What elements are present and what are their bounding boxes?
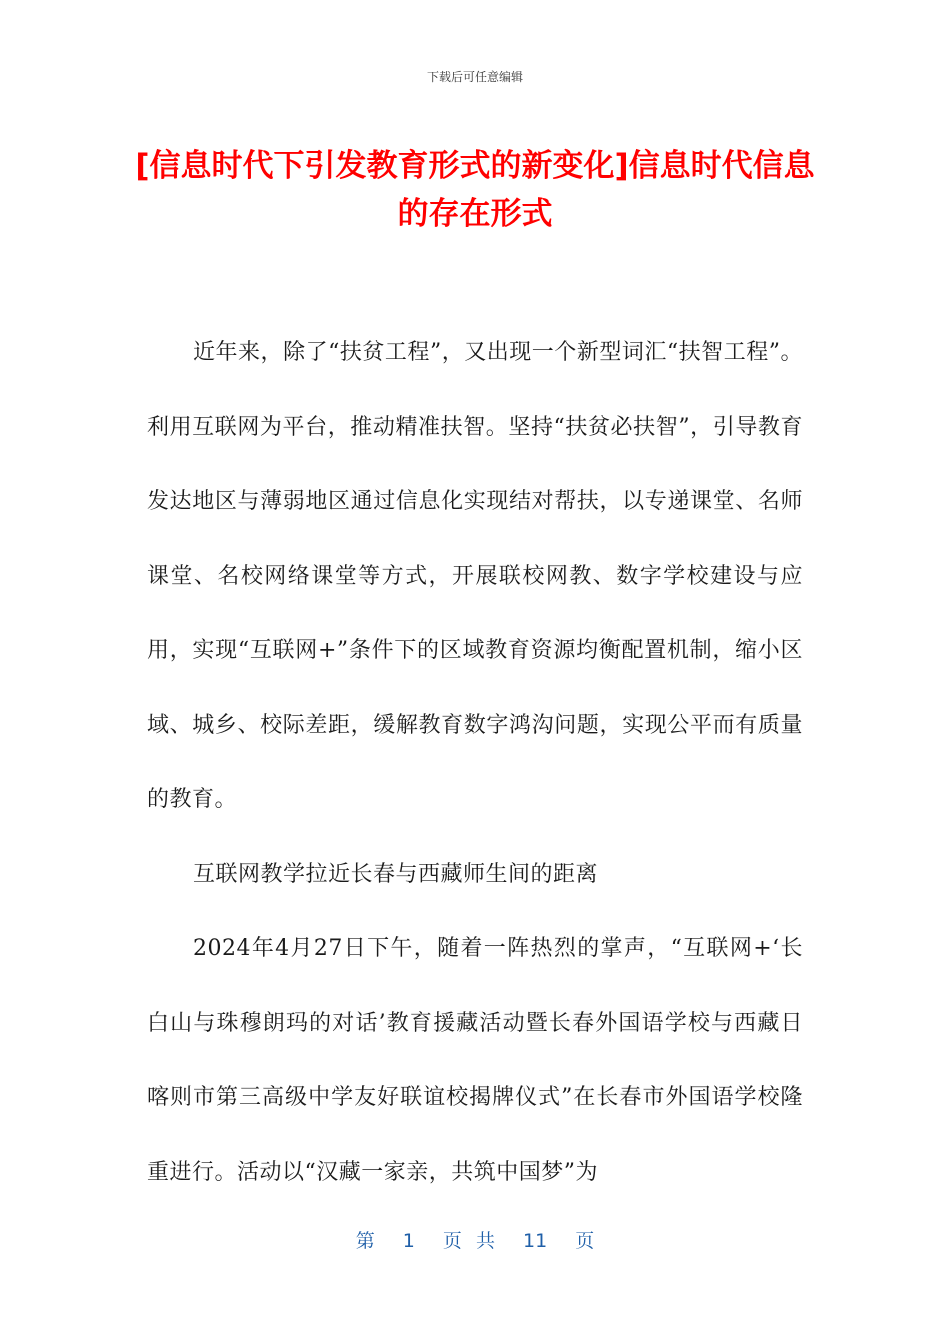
paragraph-subheading: 互联网教学拉近长春与西藏师生间的距离 — [193, 861, 599, 887]
page-number-footer — [0, 1226, 950, 1253]
page-number-text: 第 1 页 共 11 页 — [355, 1230, 595, 1252]
document-title: [信息时代下引发教育形式的新变化]信息时代信息的存在形式 — [135, 148, 815, 232]
paragraph: 近年来，除了“扶贫工程”，又出现一个新型词汇“扶智工程”。利用互联网为平台，推动精准扶智。坚持“扶贫必扶智”，引导教育发达地区与薄弱地区通过信息化实现结对帮扶，以专递课堂、名师课堂、名校网络课堂等方式，开展联校网教、数字学校建设与应用，实现“互联网+”条件下的区域教育资源均衡配置机制，缩小区域、城乡、校际差距，缓解教育数字鸿沟问题，实现公平而有质量的教育。 — [147, 340, 803, 812]
document-body — [147, 316, 803, 1210]
header-note: 下载后可任意编辑 — [426, 70, 523, 84]
paragraph: 2024年4月27日下午，随着一阵热烈的掌声，“互联网+‘长白山与珠穆朗玛的对话’教育援藏活动暨长春外国语学校与西藏日喀则市第三高级中学友好联谊校揭牌仪式”在长春市外国语学校隆重进行。活动以“汉藏一家亲，共筑中国梦”为 — [147, 936, 803, 1185]
